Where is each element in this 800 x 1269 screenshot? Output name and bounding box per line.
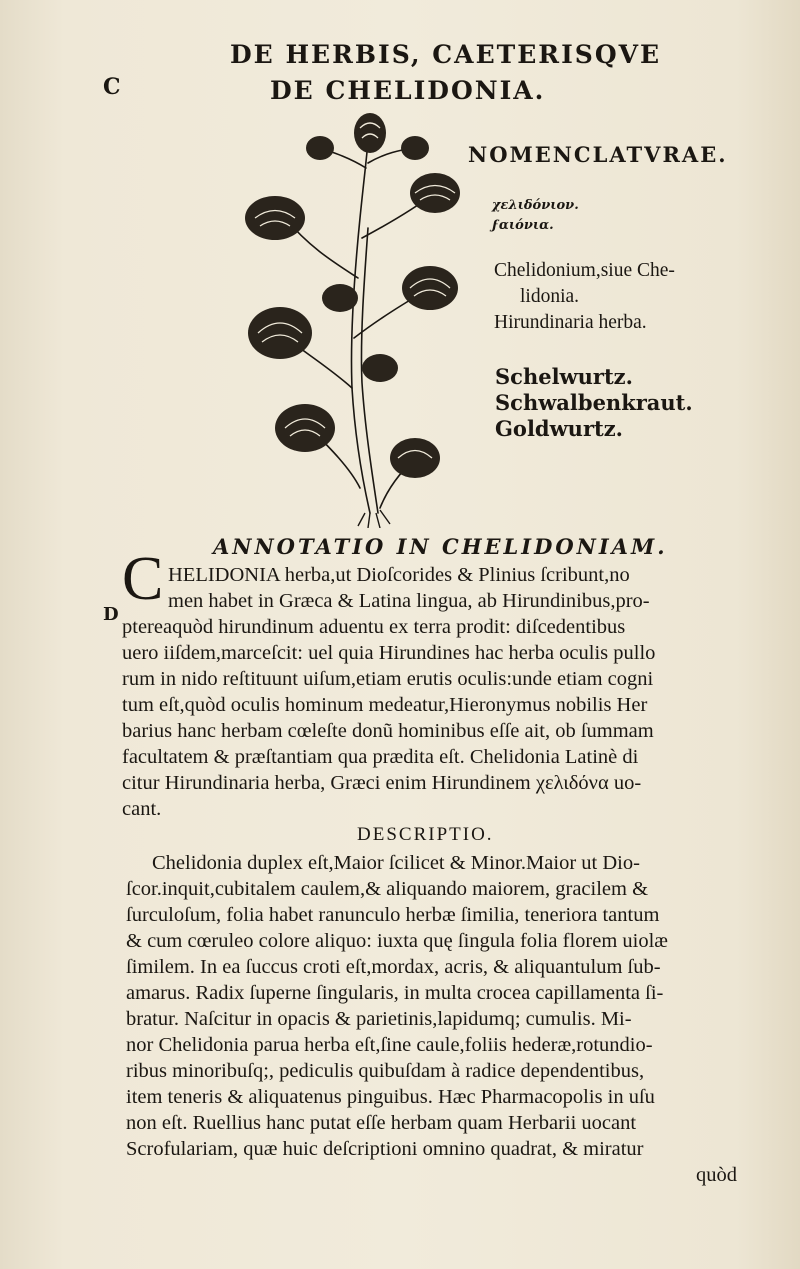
- annotatio-line-8: facultatem & præſtantiam qua prædita eſt. Chelidonia Latinè di: [122, 746, 639, 768]
- descriptio-line-1: Chelidonia duplex eſt,Maior ſcilicet & Minor.Maior ut Dio-: [152, 852, 640, 874]
- chapter-title: DE CHELIDONIA.: [270, 76, 546, 105]
- german-name-2: Schwalbenkraut.: [495, 390, 693, 415]
- margin-letter-c: C: [103, 74, 121, 100]
- nomenclature-heading: NOMENCLATVRAE.: [468, 142, 728, 167]
- descriptio-heading: DESCRIPTIO.: [357, 824, 494, 845]
- latin-name-2: lidonia.: [520, 286, 580, 307]
- descriptio-line-10: item teneris & aliquatenus pinguibus. Hæc Pharmacopolis in uſu: [126, 1086, 655, 1108]
- annotatio-line-1: HELIDONIA herba,ut Dioſcorides & Plinius ſcribunt,no: [168, 564, 630, 586]
- latin-name-3: Hirundinaria herba.: [494, 312, 647, 333]
- descriptio-line-9: ribus minoribuſq;, pediculis quibuſdam à radice dependentibus,: [126, 1060, 645, 1082]
- descriptio-line-12: Scrofulariam, quæ huic deſcriptioni omnino quadrat, & miratur: [126, 1138, 644, 1160]
- annotatio-line-3: ptereaquòd hirundinum aduentu ex terra prodit: diſcedentibus: [122, 616, 626, 638]
- greek-name-1: χελιδόνιον.: [492, 198, 579, 213]
- catchword: quòd: [696, 1164, 737, 1186]
- annotatio-heading: ANNOTATIO IN CHELIDONIAM.: [213, 534, 668, 559]
- descriptio-line-6: amarus. Radix ſuperne ſingularis, in multa crocea capillamenta ſi-: [126, 982, 664, 1004]
- latin-name-1: Chelidonium,siue Che-: [494, 260, 675, 281]
- drop-cap-initial: C: [122, 545, 164, 613]
- annotatio-line-10: cant.: [122, 798, 162, 820]
- running-header: DE HERBIS, CAETERISQVE: [230, 40, 662, 69]
- annotatio-line-7: barius hanc herbam cœleſte donũ hominibus eſſe ait, ob ſummam: [122, 720, 654, 742]
- descriptio-line-4: & cum cœruleo colore aliquo: iuxta quę ſingula folia florem uiolæ: [126, 930, 668, 952]
- annotatio-line-2: men habet in Græca & Latina lingua, ab Hirundinibus,pro-: [168, 590, 650, 612]
- german-name-3: Goldwurtz.: [495, 416, 623, 441]
- annotatio-line-6: tum eſt,quòd oculis hominum medeatur,Hieronymus nobilis Her: [122, 694, 648, 716]
- descriptio-line-11: non eſt. Ruellius hanc putat eſſe herbam quam Herbarii uocant: [126, 1112, 637, 1134]
- annotatio-line-5: rum in nido reſtituunt uiſum,etiam erutis oculis:unde etiam cogni: [122, 668, 654, 690]
- descriptio-line-2: ſcor.inquit,cubitalem caulem,& aliquando maiorem, gracilem &: [126, 878, 649, 900]
- annotatio-line-4: uero iiſdem,marceſcit: uel quia Hirundines hac herba oculis pullo: [122, 642, 656, 664]
- margin-letter-d: D: [103, 604, 119, 625]
- descriptio-line-8: nor Chelidonia parua herba eſt,ſine caule,foliis hederæ,rotundio-: [126, 1034, 653, 1056]
- descriptio-line-5: ſimilem. In ea ſuccus croti eſt,mordax, acris, & aliquantulum ſub-: [126, 956, 661, 978]
- annotatio-line-9: citur Hirundinaria herba, Græci enim Hirundinem χελιδόνα uo-: [122, 772, 642, 794]
- german-name-1: Schelwurtz.: [495, 364, 633, 389]
- descriptio-line-7: bratur. Naſcitur in opacis & parietinis,lapidumq; cumulis. Mi-: [126, 1008, 632, 1030]
- greek-name-2: ϝαιόνια.: [492, 218, 554, 233]
- descriptio-line-3: ſurculoſum, folia habet ranunculo herbæ ſimilia, teneriora tantum: [126, 904, 660, 926]
- chelidonium-woodcut-illustration: [230, 108, 460, 528]
